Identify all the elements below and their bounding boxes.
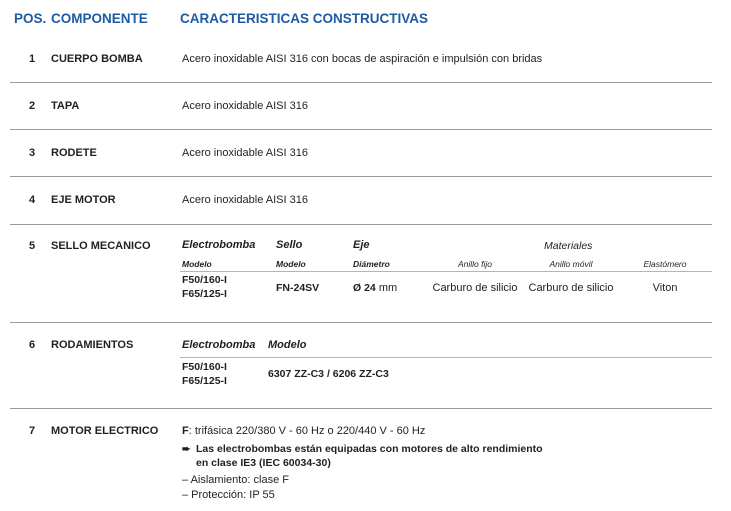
sello-eje-value (353, 282, 397, 294)
sello-anillo-fijo-sub: Anillo fijo (457, 259, 493, 269)
sello-elastomero-value: Viton (652, 282, 678, 294)
rodamientos-value: 6307 ZZ-C3 / 6206 ZZ-C3 (268, 368, 389, 380)
sello-eje-unit: mm (378, 282, 398, 294)
sello-elastomero-sub: Elastómero (643, 259, 687, 269)
sello-diametro-sub: Diámetro (353, 259, 390, 269)
divider (10, 408, 712, 409)
row-3-name: RODETE (51, 147, 97, 159)
row-2-pos: 2 (28, 100, 36, 112)
row-3-desc: Acero inoxidable AISI 316 (182, 147, 308, 159)
sello-model-1: F50/160-I (182, 274, 227, 286)
row-3-pos: 3 (28, 147, 36, 159)
sello-value: FN-24SV (276, 282, 320, 294)
divider (10, 129, 712, 130)
motor-note-line-2: en clase IE3 (IEC 60034-30) (196, 457, 331, 469)
row-7-name: MOTOR ELECTRICO (51, 425, 159, 437)
sello-materiales-header: Materiales (544, 240, 593, 252)
motor-note-text-1: Las electrobombas están equipadas con motores de alto rendimiento (196, 443, 543, 455)
header-pos: POS. (14, 11, 47, 26)
divider (10, 82, 712, 83)
sello-eje-symbol: Ø 24 (353, 282, 376, 294)
motor-aislamiento: – Aislamiento: clase F (182, 474, 289, 486)
sello-sello-modelo-sub: Modelo (276, 259, 306, 269)
divider (10, 176, 712, 177)
sello-anillo-fijo-value: Carburo de silicio (432, 282, 518, 294)
sello-electrobomba-header: Electrobomba (182, 239, 256, 251)
sello-anillo-movil-sub: Anillo móvil (549, 259, 593, 269)
row-4-desc: Acero inoxidable AISI 316 (182, 194, 308, 206)
rodamientos-modelo-header: Modelo (268, 339, 307, 351)
motor-proteccion: – Protección: IP 55 (182, 489, 275, 501)
row-1-desc: Acero inoxidable AISI 316 con bocas de aspiración e impulsión con bridas (182, 53, 543, 65)
row-4-name: EJE MOTOR (51, 194, 116, 206)
sello-model-2: F65/125-I (182, 288, 227, 300)
sello-modelo-sub: Modelo (182, 259, 212, 269)
row-5-pos: 5 (28, 240, 36, 252)
row-4-pos: 4 (28, 194, 36, 206)
sello-subheader-divider (180, 271, 712, 272)
header-componente: COMPONENTE (51, 11, 148, 26)
row-1-name: CUERPO BOMBA (51, 53, 143, 65)
row-2-name: TAPA (51, 100, 80, 112)
row-7-pos: 7 (28, 425, 36, 437)
motor-f-line (182, 425, 425, 437)
arrow-right-icon: ➨ (182, 444, 191, 455)
motor-f-text: : trifásica 220/380 V - 60 Hz o 220/440 V - 60 Hz (188, 425, 426, 437)
row-6-pos: 6 (28, 339, 36, 351)
sello-anillo-movil-value: Carburo de silicio (528, 282, 614, 294)
motor-f-label: F (182, 425, 189, 437)
sello-sello-header: Sello (276, 239, 303, 251)
motor-note-line-1 (182, 443, 543, 455)
divider (10, 322, 712, 323)
rodamientos-model-1: F50/160-I (182, 361, 227, 373)
row-1-pos: 1 (28, 53, 36, 65)
sello-eje-header: Eje (353, 239, 370, 251)
rodamientos-model-2: F65/125-I (182, 375, 227, 387)
row-6-name: RODAMIENTOS (51, 339, 134, 351)
divider (10, 224, 712, 225)
rodamientos-subheader-divider (180, 357, 712, 358)
row-2-desc: Acero inoxidable AISI 316 (182, 100, 308, 112)
rodamientos-electrobomba-header: Electrobomba (182, 339, 256, 351)
row-5-name: SELLO MECANICO (51, 240, 151, 252)
header-caracteristicas: CARACTERISTICAS CONSTRUCTIVAS (180, 11, 429, 26)
